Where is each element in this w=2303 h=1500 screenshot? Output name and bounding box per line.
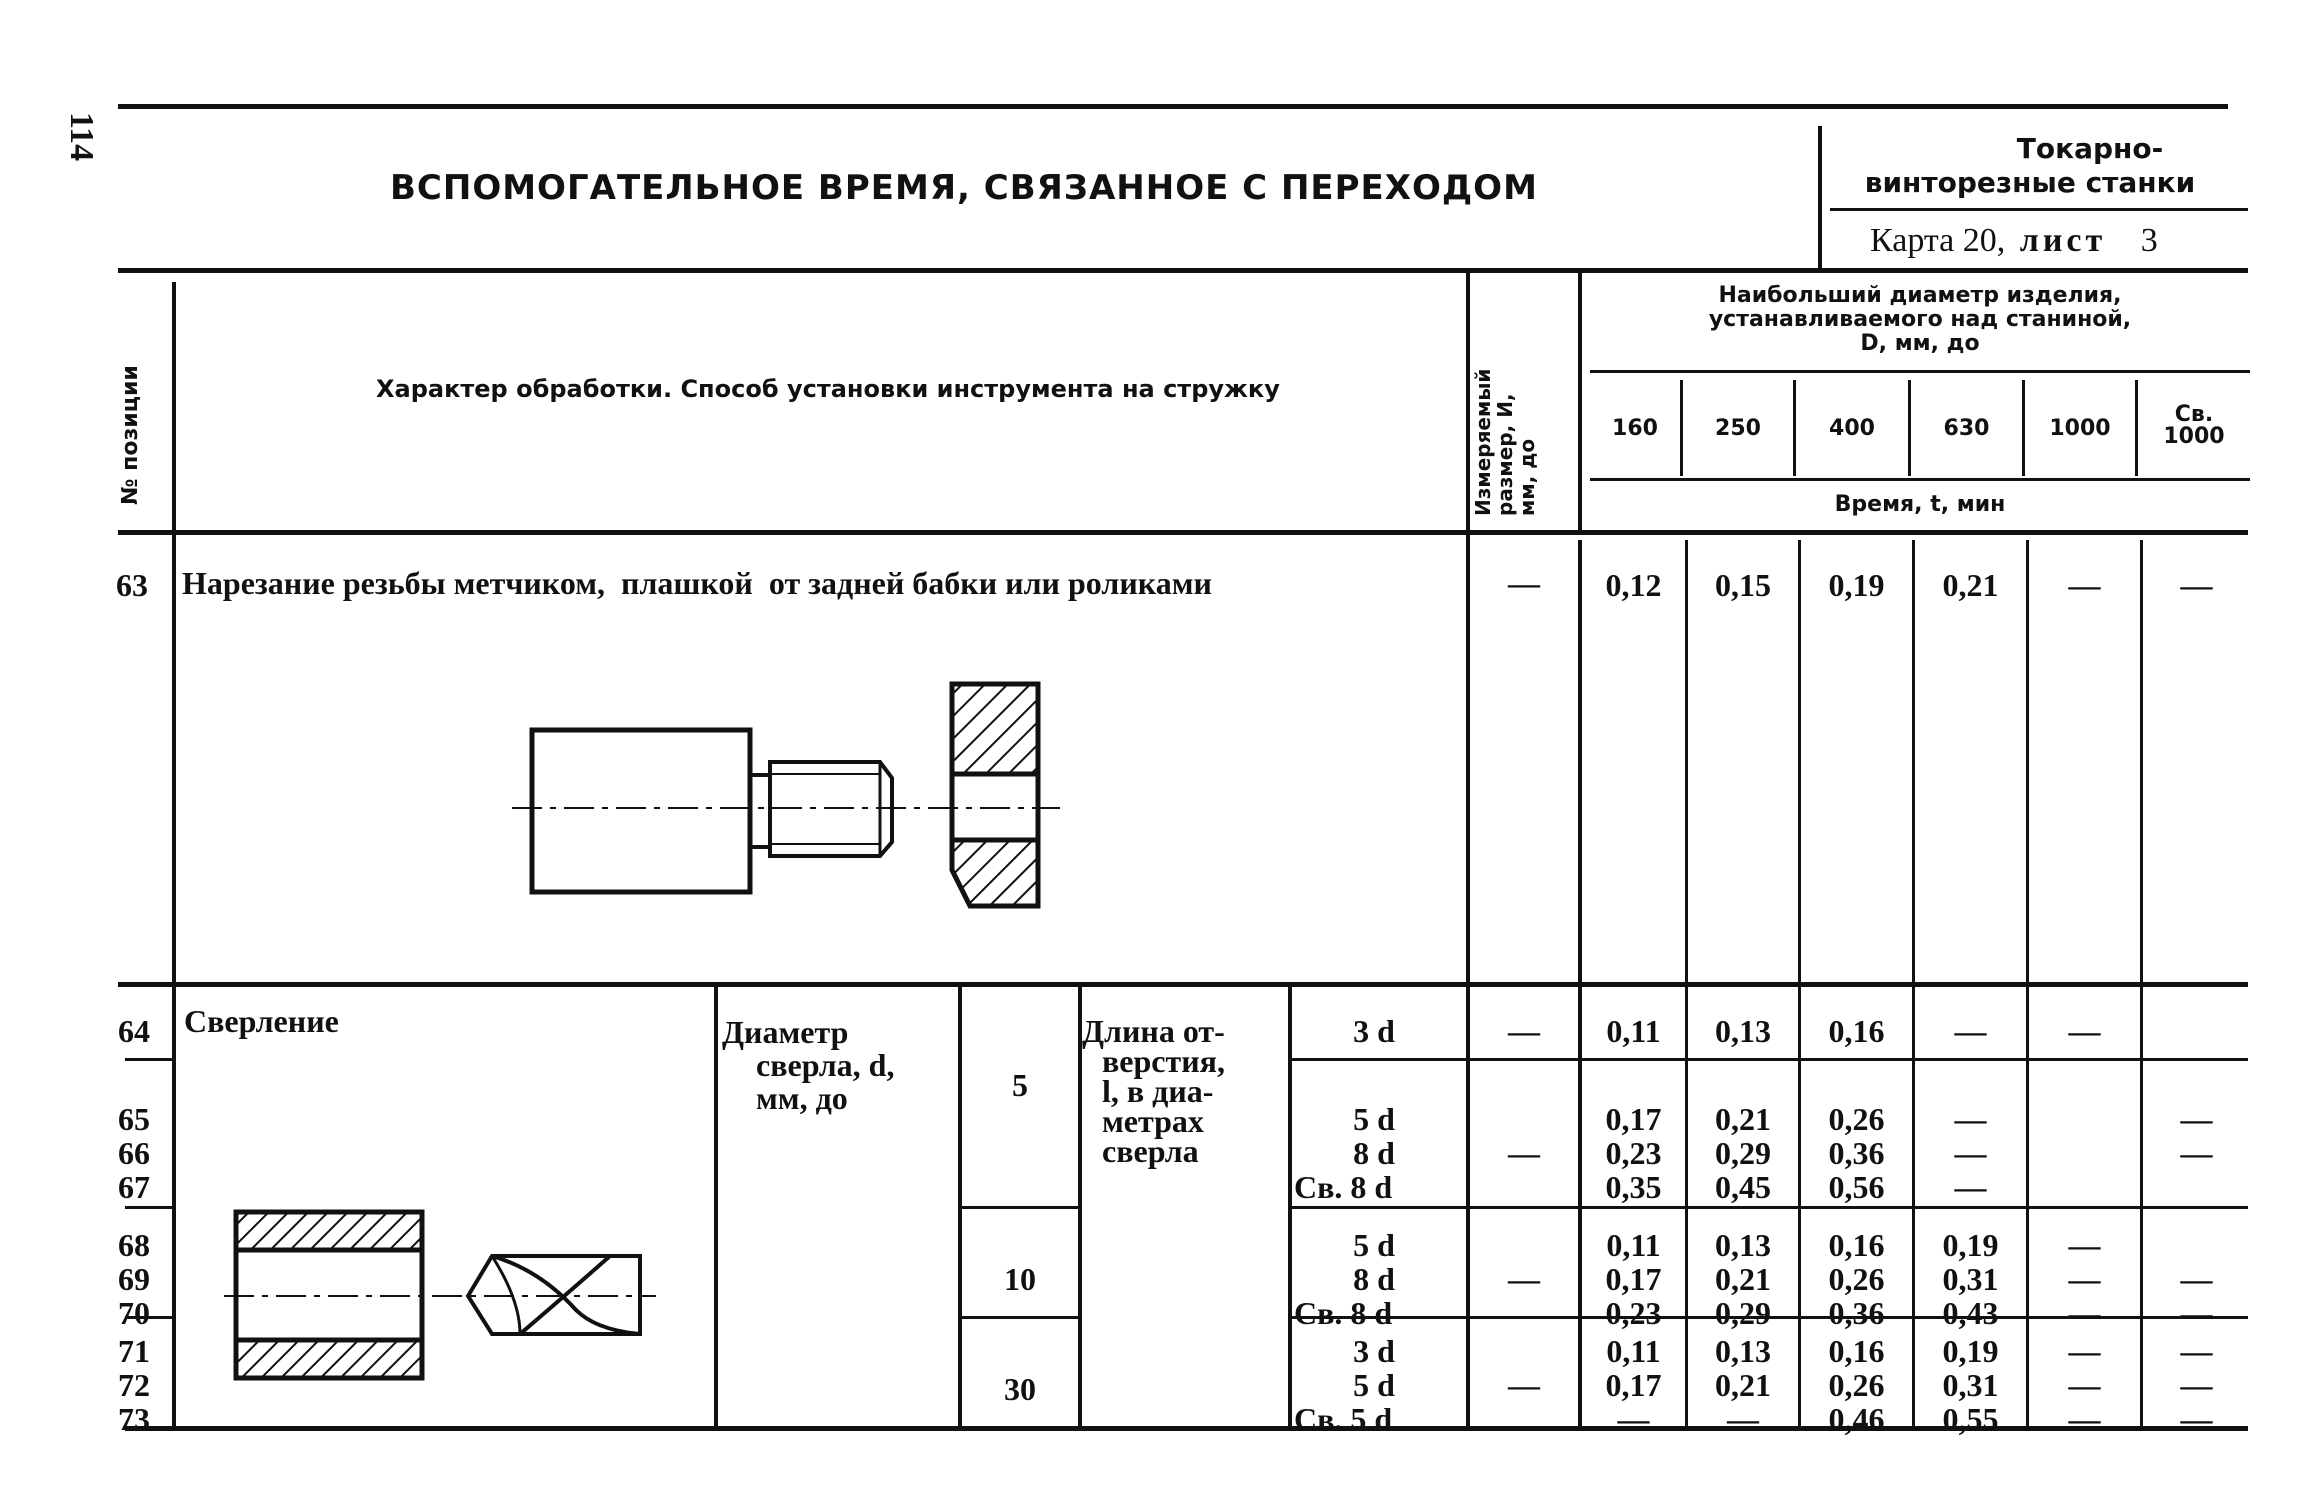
diameter-250: 250 (1715, 416, 1761, 441)
time-value: — (2068, 1333, 2101, 1369)
card-label: Карта 20, (1870, 222, 2006, 259)
time-value: 0,56 (1828, 1169, 1885, 1205)
position-number: 66 (118, 1135, 150, 1171)
row63-time-250: 0,15 (1715, 567, 1771, 603)
hole-length-value: 5 d (1353, 1367, 1395, 1403)
hole-length-value: 5 d (1353, 1227, 1395, 1263)
hole-length-line1: Длина от- (1082, 1013, 1225, 1049)
top-rule (118, 104, 2228, 109)
time-value: — (2068, 1367, 2101, 1403)
hole-length-value: 8 d (1353, 1135, 1395, 1171)
position-number: 71 (118, 1333, 150, 1369)
row63-time-over1000: — (2180, 567, 2213, 603)
hole-length-line2: верстия, (1102, 1043, 1225, 1079)
time-value: 0,19 (1942, 1333, 1999, 1369)
drill-diameter-value: 10 (1004, 1261, 1036, 1297)
time-value: — (2068, 1261, 2101, 1297)
time-value: 0,36 (1828, 1135, 1885, 1171)
time-value: 0,31 (1942, 1367, 1999, 1403)
hole-length-value: Св. 5 d (1294, 1401, 1393, 1437)
position-number: 73 (118, 1401, 150, 1437)
drill-diameter-value: 30 (1004, 1371, 1036, 1407)
position-number: 72 (118, 1367, 150, 1403)
position-number: 65 (118, 1101, 150, 1137)
max-diameter-line2: устанавливаемого над станиной, (1708, 307, 2132, 332)
time-value: — (1727, 1401, 1759, 1437)
sheet-number: 3 (2140, 222, 2158, 259)
time-value: 0,29 (1715, 1135, 1771, 1171)
diameter-160: 160 (1612, 416, 1658, 441)
hole-length-value: Св. 8 d (1294, 1295, 1393, 1331)
card-rule (1830, 208, 2248, 211)
max-diameter-line1: Наибольший диаметр изделия, (1718, 283, 2122, 308)
drill-diameter-line2: сверла, d, (756, 1047, 895, 1083)
hole-length-line5: сверла (1102, 1133, 1199, 1169)
drill-row-rule (1290, 1058, 2248, 1061)
measured-size-line2: размер, И, (1493, 393, 1517, 516)
machine-type-line1: Токарно- (2016, 132, 2164, 165)
card-sheet (1870, 222, 2158, 260)
drill-diameter-line3: мм, до (756, 1080, 848, 1116)
page-title: ВСПОМОГАТЕЛЬНОЕ ВРЕМЯ, СВЯЗАННОЕ С ПЕРЕХОДОМ (390, 168, 1538, 208)
position-number: 70 (118, 1295, 150, 1331)
diam-rule-top (1590, 370, 2250, 373)
time-value: 0,11 (1606, 1227, 1661, 1263)
time-value: 0,11 (1606, 1333, 1661, 1369)
header-max-diameter (1590, 284, 2250, 356)
diameter-1000: 1000 (2049, 416, 2111, 441)
max-diameter-line3: D, мм, до (1860, 331, 1980, 356)
time-value: — (1954, 1101, 1987, 1137)
time-value: 0,45 (1715, 1169, 1771, 1205)
position-number: 68 (118, 1227, 150, 1263)
col-line-measured-right (1578, 272, 1582, 530)
title-divider (1818, 126, 1822, 268)
header-bottom-rule (118, 530, 2248, 535)
time-value: — (2180, 1261, 2213, 1297)
time-value: 0,19 (1942, 1227, 1999, 1263)
time-value: 0,36 (1828, 1295, 1885, 1331)
time-value: — (2180, 1101, 2213, 1137)
measured-size-value: — (1508, 1135, 1540, 1171)
drill-diameter-value: 5 (1012, 1067, 1028, 1103)
col-line-measured-left (1466, 272, 1470, 1426)
hole-length-value: 3 d (1353, 1333, 1395, 1369)
hole-length-value: 8 d (1353, 1261, 1395, 1297)
time-value: 0,31 (1942, 1261, 1999, 1297)
page-number: 114 (63, 112, 100, 162)
machine-type (1840, 132, 2220, 200)
time-value: 0,11 (1606, 1013, 1661, 1049)
header-measured-size (1472, 369, 1538, 516)
drill-row-rule (1290, 1206, 2248, 1209)
threading-illustration (500, 670, 1080, 930)
drill-row-rule (962, 1316, 1078, 1319)
time-value: 0,26 (1828, 1101, 1885, 1137)
diameter-over-1000: Св. 1000 (2163, 402, 2225, 449)
hole-length-value: 5 d (1353, 1101, 1395, 1137)
hole-length-line3: l, в диа- (1102, 1073, 1214, 1109)
time-value: — (1617, 1401, 1650, 1437)
time-value: — (1954, 1013, 1987, 1049)
header-rule (118, 268, 2248, 273)
diameter-630: 630 (1943, 416, 1990, 441)
row63-measured: — (1508, 565, 1540, 601)
time-value: — (2180, 1135, 2213, 1171)
position-number: 69 (118, 1261, 150, 1297)
time-value: 0,13 (1715, 1333, 1771, 1369)
time-value: — (2180, 1295, 2213, 1331)
drill-diameter-line1: Диаметр (722, 1014, 849, 1050)
measured-size-line1: Измеряемый (1471, 368, 1495, 516)
hole-length-line4: метрах (1102, 1103, 1204, 1139)
row63-time-160: 0,12 (1605, 567, 1662, 603)
time-value: — (2068, 1295, 2101, 1331)
drill-col-line (714, 986, 718, 1426)
time-value: 0,29 (1715, 1295, 1771, 1331)
time-value: 0,55 (1942, 1401, 1999, 1437)
col-line-pos (172, 282, 176, 1426)
time-value: — (2180, 1401, 2213, 1437)
diameter-400: 400 (1829, 416, 1875, 441)
measured-size-value: — (1508, 1261, 1540, 1297)
time-value: — (2068, 1013, 2101, 1049)
row63-time-630: 0,21 (1942, 567, 1999, 603)
time-value: — (1954, 1135, 1987, 1171)
drilling-illustration (220, 1200, 660, 1385)
time-value: 0,13 (1715, 1013, 1771, 1049)
drill-row-rule (962, 1206, 1078, 1209)
row63-time-400: 0,19 (1828, 567, 1885, 603)
hole-length-value: Св. 8 d (1294, 1169, 1393, 1205)
time-value: 0,26 (1828, 1261, 1885, 1297)
time-value: — (1954, 1169, 1987, 1205)
time-value: 0,16 (1828, 1013, 1885, 1049)
time-value: — (2068, 1401, 2101, 1437)
time-value: 0,21 (1715, 1101, 1771, 1137)
time-value: 0,21 (1715, 1261, 1771, 1297)
diameter-headers (1590, 380, 2250, 476)
time-value: 0,16 (1828, 1227, 1885, 1263)
time-value: 0,23 (1605, 1295, 1662, 1331)
time-value: 0,26 (1828, 1367, 1885, 1403)
time-value: 0,46 (1828, 1401, 1885, 1437)
time-value: — (2180, 1333, 2213, 1369)
measured-size-value: — (1508, 1013, 1540, 1049)
header-processing: Характер обработки. Способ установки инструмента на стружку (376, 375, 1280, 403)
time-value: 0,43 (1942, 1295, 1999, 1331)
time-value: 0,13 (1715, 1227, 1771, 1263)
hole-length-label (1082, 1013, 1225, 1169)
diam-rule-bottom (1590, 478, 2250, 481)
header-position-no: № позиции (118, 365, 143, 505)
time-value: 0,16 (1828, 1333, 1885, 1369)
row63-time-1000: — (2068, 567, 2101, 603)
drill-row-rule (125, 1206, 173, 1209)
position-number: 64 (118, 1013, 150, 1049)
time-value: — (2180, 1367, 2213, 1403)
row63-desc: Нарезание резьбы метчиком, плашкой от задней бабки или роликами (182, 565, 1212, 601)
time-value: 0,23 (1605, 1135, 1662, 1171)
time-value: — (2068, 1227, 2101, 1263)
position-number: 67 (118, 1169, 150, 1205)
drill-row-rule (125, 1058, 173, 1061)
time-value: 0,17 (1605, 1101, 1662, 1137)
time-value: 0,21 (1715, 1367, 1771, 1403)
machine-type-line2: винторезные станки (1864, 166, 2196, 199)
drill-diameter-label (722, 1016, 894, 1115)
measured-size-value: — (1508, 1367, 1540, 1403)
time-value: 0,35 (1605, 1169, 1662, 1205)
measured-size-line3: мм, до (1515, 438, 1539, 516)
drilling-desc: Сверление (184, 1003, 339, 1039)
sheet-label: лист (2019, 222, 2107, 259)
header-time: Время, t, мин (1834, 492, 2006, 517)
row63-pos: 63 (116, 567, 148, 603)
time-value: 0,17 (1605, 1261, 1662, 1297)
time-value: 0,17 (1605, 1367, 1662, 1403)
row63-bottom-rule (118, 982, 2248, 987)
hole-length-value: 3 d (1353, 1013, 1395, 1049)
